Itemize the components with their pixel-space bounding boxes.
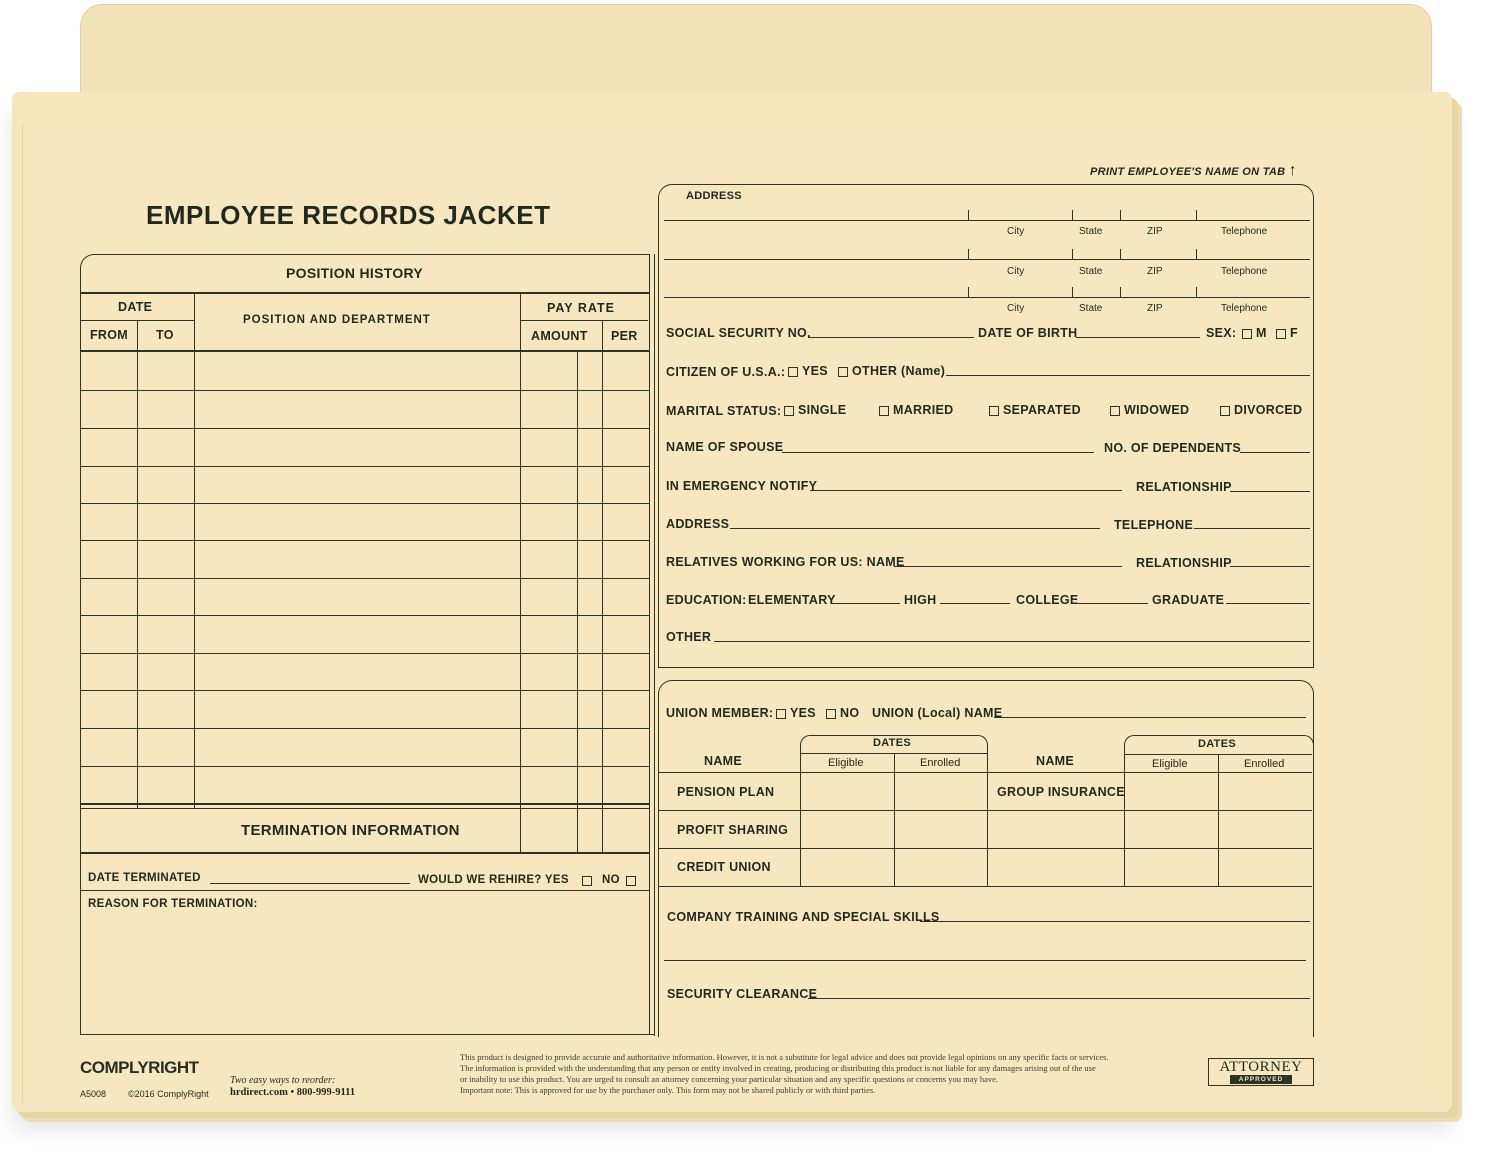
dates-header-2: DATES: [1198, 738, 1236, 750]
union-yes-checkbox[interactable]: YES: [776, 706, 816, 720]
to-header: TO: [156, 328, 174, 342]
emergency-telephone-label: TELEPHONE: [1114, 518, 1194, 532]
grid-col: [577, 352, 578, 852]
address-line-1[interactable]: [664, 220, 1310, 221]
high-label: HIGH: [904, 593, 937, 607]
zip-label: ZIP: [1147, 266, 1163, 277]
citizen-yes-checkbox[interactable]: YES: [788, 364, 828, 378]
relationship2-label: RELATIONSHIP: [1136, 556, 1232, 570]
rehire-yes-checkbox[interactable]: [582, 873, 596, 887]
date-terminated-field[interactable]: [210, 883, 410, 884]
grid-row: [81, 803, 649, 805]
marital-label: MARITAL STATUS:: [666, 404, 782, 418]
amount-header: AMOUNT: [531, 329, 588, 343]
enrolled-header-2: Enrolled: [1244, 758, 1285, 770]
attorney-approved-badge: ATTORNEY APPROVED: [1208, 1058, 1314, 1086]
grid-row: [81, 578, 649, 579]
grid-row: [81, 466, 649, 467]
grid-col: [602, 320, 603, 852]
address-line-3[interactable]: [664, 297, 1310, 298]
training-field-2[interactable]: [664, 960, 1306, 961]
dependents-label: NO. OF DEPENDENTS: [1104, 441, 1242, 455]
pension-label: PENSION PLAN: [677, 785, 775, 799]
married-checkbox[interactable]: MARRIED: [879, 403, 953, 417]
emergency-label: IN EMERGENCY NOTIFY: [666, 479, 818, 493]
tick: [968, 210, 969, 220]
grid-row: [81, 428, 649, 429]
position-dept-header: POSITION AND DEPARTMENT: [243, 314, 431, 326]
reorder-contact[interactable]: hrdirect.com • 800-999-9111: [230, 1087, 356, 1098]
widowed-checkbox[interactable]: WIDOWED: [1110, 403, 1189, 417]
telephone-label: Telephone: [1221, 303, 1268, 314]
disclaimer: This product is designed to provide accurate and authoritative information. However, it is not a substitute for legal advice and does not provide legal opinions on any specific facts or services. The information is provided with the understanding that any person or entity involved in creating, producing or distributing this product is not liable for any damages arising out of the use or inability to use this product. You are urged to consult an attorney concerning your particular situation and any specific questions or concerns you may have. Important note: This is approved for use by the purchaser only. This form may not be shared publicly or with third parties.: [460, 1052, 1109, 1095]
tick: [968, 287, 969, 297]
emergency-address-field[interactable]: [730, 528, 1100, 529]
grid-col: [194, 292, 195, 808]
high-field[interactable]: [940, 603, 1010, 604]
grid-row: [659, 886, 1312, 887]
per-header: PER: [611, 329, 638, 343]
state-label: State: [1079, 226, 1103, 237]
grid-row: [81, 653, 649, 654]
grid-row: [81, 808, 649, 809]
rule: [81, 292, 649, 294]
rule: [81, 350, 649, 352]
zip-label: ZIP: [1147, 303, 1163, 314]
relatives-field[interactable]: [894, 566, 1122, 567]
spouse-label: NAME OF SPOUSE: [666, 440, 784, 454]
tick: [1072, 287, 1073, 297]
grid-row: [81, 540, 649, 541]
elementary-field[interactable]: [832, 603, 900, 604]
address-line-2[interactable]: [664, 259, 1310, 260]
relationship-label: RELATIONSHIP: [1136, 480, 1232, 494]
reason-label: REASON FOR TERMINATION:: [88, 898, 258, 910]
city-label: City: [1007, 226, 1025, 237]
rehire-no-checkbox[interactable]: [626, 873, 640, 887]
grid-row: [659, 810, 1312, 811]
college-label: COLLEGE: [1016, 593, 1079, 607]
date-terminated-label: DATE TERMINATED: [88, 872, 201, 884]
emergency-telephone-field[interactable]: [1194, 528, 1310, 529]
graduate-field[interactable]: [1226, 603, 1310, 604]
grid-col: [520, 292, 521, 852]
tick: [1120, 287, 1121, 297]
rehire-label: WOULD WE REHIRE? YES: [418, 874, 569, 886]
dates-header-1: DATES: [873, 737, 911, 749]
ssn-field[interactable]: [808, 337, 974, 338]
form-code: A5008: [80, 1089, 107, 1099]
grid-col: [137, 320, 138, 808]
position-history-heading: POSITION HISTORY: [286, 265, 424, 281]
training-field[interactable]: [920, 921, 1310, 922]
reorder-text: Two easy ways to reorder:: [230, 1075, 336, 1086]
relatives-label: RELATIVES WORKING FOR US: NAME: [666, 555, 905, 569]
relationship-field[interactable]: [1230, 491, 1310, 492]
name-header-2: NAME: [1036, 754, 1075, 768]
tick: [1196, 249, 1197, 259]
telephone-label: Telephone: [1221, 226, 1268, 237]
grid-row: [659, 848, 1312, 849]
address-label: ADDRESS: [686, 190, 742, 202]
telephone-label: Telephone: [1221, 266, 1268, 277]
union-member-label: UNION MEMBER:: [666, 706, 774, 720]
grid-row: [81, 728, 649, 729]
termination-heading: TERMINATION INFORMATION: [241, 822, 460, 839]
sex-f-checkbox[interactable]: F: [1276, 326, 1298, 340]
state-label: State: [1079, 266, 1103, 277]
eligible-header-1: Eligible: [828, 757, 864, 769]
tab-note: PRINT EMPLOYEE'S NAME ON TAB ↑: [1090, 162, 1298, 179]
rehire-no-label: NO: [602, 874, 620, 886]
emergency-field[interactable]: [810, 490, 1122, 491]
other-field[interactable]: [714, 641, 1310, 642]
tick: [968, 249, 969, 259]
union-name-field[interactable]: [994, 717, 1306, 718]
grid-row: [659, 772, 1312, 773]
group-insurance-label: GROUP INSURANCE: [997, 785, 1125, 799]
position-history-box: [80, 254, 650, 1035]
dob-label: DATE OF BIRTH: [978, 326, 1078, 340]
security-field[interactable]: [808, 998, 1310, 999]
tick: [1120, 249, 1121, 259]
rule: [80, 1034, 655, 1035]
spouse-field[interactable]: [782, 452, 1094, 453]
rule: [81, 852, 649, 854]
copyright: ©2016 ComplyRight: [128, 1089, 209, 1099]
tick: [1072, 249, 1073, 259]
tick: [1196, 287, 1197, 297]
elementary-label: ELEMENTARY: [748, 593, 836, 607]
rule: [520, 320, 648, 321]
page-title: EMPLOYEE RECORDS JACKET: [146, 200, 551, 230]
state-label: State: [1079, 303, 1103, 314]
tick: [1196, 210, 1197, 220]
date-header: DATE: [118, 300, 153, 314]
dependents-field[interactable]: [1240, 452, 1310, 453]
education-label: EDUCATION:: [666, 593, 747, 607]
college-field[interactable]: [1078, 603, 1148, 604]
from-header: FROM: [90, 328, 128, 342]
citizen-label: CITIZEN OF U.S.A.:: [666, 365, 786, 379]
divorced-checkbox[interactable]: DIVORCED: [1220, 403, 1302, 417]
single-checkbox[interactable]: SINGLE: [784, 403, 846, 417]
grid-row: [81, 690, 649, 691]
ssn-label: SOCIAL SECURITY NO.: [666, 326, 811, 340]
grid-row: [81, 503, 649, 504]
grid-row: [81, 766, 649, 767]
zip-label: ZIP: [1147, 226, 1163, 237]
sex-label: SEX:: [1206, 326, 1237, 340]
city-label: City: [1007, 303, 1025, 314]
name-header-1: NAME: [704, 754, 743, 768]
brand-logo: COMPLYRIGHT: [80, 1058, 199, 1077]
pay-rate-header: PAY RATE: [547, 301, 615, 315]
emergency-address-label: ADDRESS: [666, 517, 730, 531]
credit-label: CREDIT UNION: [677, 860, 771, 874]
union-no-checkbox[interactable]: NO: [826, 706, 859, 720]
city-label: City: [1007, 266, 1025, 277]
other-label: OTHER: [666, 630, 712, 644]
grid-row: [81, 615, 649, 616]
union-name-label: UNION (Local) NAME: [872, 706, 1003, 720]
relationship2-field[interactable]: [1230, 566, 1310, 567]
divider: [654, 254, 655, 1036]
tick: [1120, 210, 1121, 220]
eligible-header-2: Eligible: [1152, 758, 1188, 770]
graduate-label: GRADUATE: [1152, 593, 1225, 607]
grid-col: [1218, 754, 1219, 886]
training-label: COMPANY TRAINING AND SPECIAL SKILLS: [667, 910, 940, 924]
grid-row: [81, 390, 649, 391]
tick: [1072, 210, 1073, 220]
security-label: SECURITY CLEARANCE: [667, 987, 818, 1001]
rule: [81, 890, 649, 891]
sex-m-checkbox[interactable]: M: [1242, 326, 1267, 340]
up-arrow-icon: ↑: [1288, 162, 1298, 179]
profit-label: PROFIT SHARING: [677, 823, 789, 837]
citizen-other-field[interactable]: [946, 375, 1310, 376]
dob-field[interactable]: [1076, 337, 1200, 338]
separated-checkbox[interactable]: SEPARATED: [989, 403, 1081, 417]
citizen-other-checkbox[interactable]: OTHER (Name): [838, 364, 945, 378]
enrolled-header-1: Enrolled: [920, 757, 961, 769]
